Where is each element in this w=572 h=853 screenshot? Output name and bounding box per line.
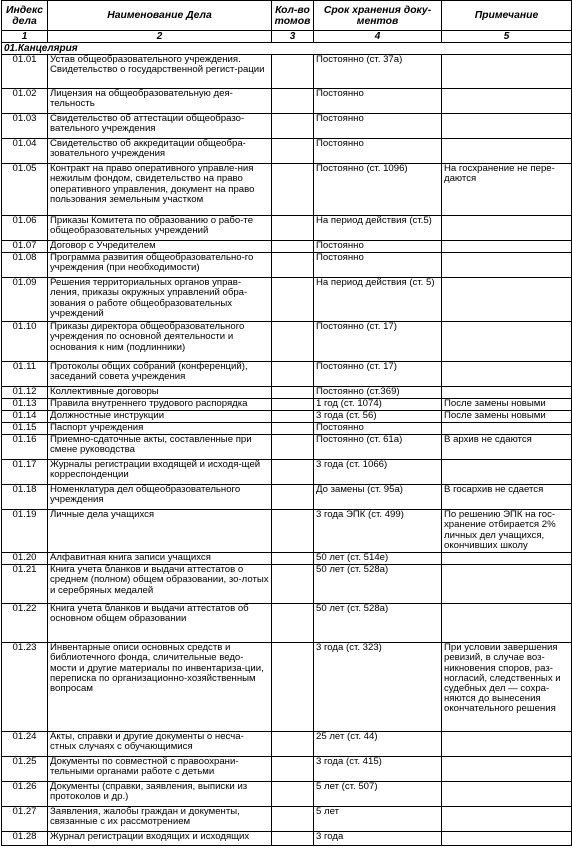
row-retention-term: Постоянно (ст. 17) xyxy=(314,322,442,362)
row-retention-term: 5 лет (ст. 507) xyxy=(314,782,442,807)
table-row xyxy=(2,362,572,387)
row-retention-term: 3 года (ст. 1066) xyxy=(314,460,442,485)
row-name: Договор с Учредителем xyxy=(48,241,272,253)
table-row xyxy=(2,89,572,114)
row-note: После замены новыми xyxy=(442,399,572,411)
row-index: 01.28 xyxy=(2,832,48,846)
row-index: 01.27 xyxy=(2,807,48,832)
table-row xyxy=(2,732,572,757)
row-index: 01.25 xyxy=(2,757,48,782)
row-volume-count xyxy=(272,553,314,565)
row-name: Лицензия на общеобразовательную дея-тельность xyxy=(48,89,272,114)
row-index: 01.14 xyxy=(2,411,48,423)
row-note xyxy=(442,55,572,89)
row-volume-count xyxy=(272,460,314,485)
row-retention-term: Постоянно xyxy=(314,139,442,164)
row-volume-count xyxy=(272,510,314,553)
row-note xyxy=(442,387,572,399)
row-index: 01.08 xyxy=(2,253,48,278)
row-volume-count xyxy=(272,565,314,604)
row-name: Свидетельство об аттестации общеобразо-вательного учреждения xyxy=(48,114,272,139)
row-index: 01.23 xyxy=(2,643,48,732)
table-row xyxy=(2,139,572,164)
row-volume-count xyxy=(272,241,314,253)
row-retention-term: Постоянно xyxy=(314,89,442,114)
table-row xyxy=(2,411,572,423)
table-row xyxy=(2,435,572,460)
row-retention-term: Постоянно (ст. 61а) xyxy=(314,435,442,460)
row-retention-term: На период действия (ст.5) xyxy=(314,216,442,241)
row-note xyxy=(442,278,572,322)
row-note xyxy=(442,460,572,485)
column-number: 3 xyxy=(272,31,314,43)
row-name: Журналы регистрации входящей и исходя-щей корреспонденции xyxy=(48,460,272,485)
row-note xyxy=(442,423,572,435)
row-index: 01.10 xyxy=(2,322,48,362)
row-index: 01.18 xyxy=(2,485,48,510)
row-name: Документы (справки, заявления, выписки из протоколов и др.) xyxy=(48,782,272,807)
header-row xyxy=(2,1,572,31)
header-note: Примечание xyxy=(442,1,572,31)
row-name: Протоколы общих собраний (конференций), заседаний совета учреждения xyxy=(48,362,272,387)
row-volume-count xyxy=(272,322,314,362)
row-retention-term: До замены (ст. 95а) xyxy=(314,485,442,510)
column-number-row xyxy=(2,31,572,43)
row-volume-count xyxy=(272,832,314,846)
row-note: На госхранение не пере-даются xyxy=(442,164,572,216)
row-volume-count xyxy=(272,253,314,278)
row-retention-term: 50 лет (ст. 528а) xyxy=(314,565,442,604)
row-volume-count xyxy=(272,782,314,807)
row-volume-count xyxy=(272,423,314,435)
row-volume-count xyxy=(272,485,314,510)
table-row xyxy=(2,322,572,362)
column-number: 4 xyxy=(314,31,442,43)
row-volume-count xyxy=(272,807,314,832)
row-name: Паспорт учреждения xyxy=(48,423,272,435)
row-index: 01.05 xyxy=(2,164,48,216)
header-term: Срок хранения доку-ментов xyxy=(314,1,442,31)
row-retention-term: 3 года (ст. 323) xyxy=(314,643,442,732)
header-index: Индекс дела xyxy=(2,1,48,31)
row-name: Приказы директора общеобразовательного учреждения по основной деятельности и основания к ним (подлинники) xyxy=(48,322,272,362)
table-row xyxy=(2,553,572,565)
row-note xyxy=(442,114,572,139)
table-row xyxy=(2,114,572,139)
row-volume-count xyxy=(272,643,314,732)
row-volume-count xyxy=(272,399,314,411)
section-row xyxy=(2,43,572,55)
row-volume-count xyxy=(272,411,314,423)
table-row xyxy=(2,757,572,782)
table-row xyxy=(2,216,572,241)
row-note xyxy=(442,362,572,387)
row-index: 01.22 xyxy=(2,604,48,643)
row-index: 01.16 xyxy=(2,435,48,460)
row-name: Программа развития общеобразовательно-го учреждения (при необходимости) xyxy=(48,253,272,278)
row-volume-count xyxy=(272,216,314,241)
row-name: Инвентарные описи основных средств и библиотечного фонда, сличительные ведо-мости и другие материалы по инвентариза-ции, переписка по организационно-хозяйственным вопросам xyxy=(48,643,272,732)
row-retention-term: Постоянно (ст.369) xyxy=(314,387,442,399)
row-note xyxy=(442,565,572,604)
row-name: Решения территориальных органов управ-ления, приказы окружных управлений обра-зования о работе общеобразовательных учреждений xyxy=(48,278,272,322)
row-retention-term: 3 года ЭПК (ст. 499) xyxy=(314,510,442,553)
column-number: 2 xyxy=(48,31,272,43)
row-volume-count xyxy=(272,362,314,387)
row-index: 01.02 xyxy=(2,89,48,114)
row-note xyxy=(442,732,572,757)
row-note: В архив не сдаются xyxy=(442,435,572,460)
row-retention-term: 50 лет (ст. 528а) xyxy=(314,604,442,643)
row-retention-term: Постоянно (ст. 17) xyxy=(314,362,442,387)
row-note xyxy=(442,604,572,643)
row-note xyxy=(442,322,572,362)
row-name: Книга учета бланков и выдачи аттестатов о среднем (полном) общем образовании, зо-лотых и серебряных медалей xyxy=(48,565,272,604)
table-row xyxy=(2,485,572,510)
row-index: 01.17 xyxy=(2,460,48,485)
row-retention-term: 1 год (ст. 1074) xyxy=(314,399,442,411)
row-note xyxy=(442,553,572,565)
row-volume-count xyxy=(272,732,314,757)
row-volume-count xyxy=(272,278,314,322)
row-name: Акты, справки и другие документы о несча-стных случаях с обучающимися xyxy=(48,732,272,757)
row-volume-count xyxy=(272,114,314,139)
row-index: 01.06 xyxy=(2,216,48,241)
row-index: 01.11 xyxy=(2,362,48,387)
row-index: 01.20 xyxy=(2,553,48,565)
table-row xyxy=(2,510,572,553)
row-index: 01.03 xyxy=(2,114,48,139)
records-nomenclature-table xyxy=(1,0,572,846)
row-index: 01.21 xyxy=(2,565,48,604)
row-name: Личные дела учащихся xyxy=(48,510,272,553)
row-note xyxy=(442,216,572,241)
row-index: 01.07 xyxy=(2,241,48,253)
row-name: Коллективные договоры xyxy=(48,387,272,399)
row-volume-count xyxy=(272,604,314,643)
table-row xyxy=(2,278,572,322)
row-name: Книга учета бланков и выдачи аттестатов об основном общем образовании xyxy=(48,604,272,643)
table-row xyxy=(2,164,572,216)
section-title: 01.Канцелярия xyxy=(2,43,572,55)
row-retention-term: Постоянно xyxy=(314,253,442,278)
table-row xyxy=(2,55,572,89)
header-name: Наименование Дела xyxy=(48,1,272,31)
row-name: Должностные инструкции xyxy=(48,411,272,423)
table-row xyxy=(2,460,572,485)
row-name: Свидетельство об аккредитации общеобра-зовательного учреждения xyxy=(48,139,272,164)
row-retention-term: Постоянно (ст. 37а) xyxy=(314,55,442,89)
row-note: По решению ЭПК на гос-хранение отбирается 2% личных дел учащихся, окончивших школу xyxy=(442,510,572,553)
row-index: 01.12 xyxy=(2,387,48,399)
row-index: 01.04 xyxy=(2,139,48,164)
column-number: 1 xyxy=(2,31,48,43)
table-row xyxy=(2,604,572,643)
row-index: 01.24 xyxy=(2,732,48,757)
row-retention-term: 3 года (ст. 415) xyxy=(314,757,442,782)
row-retention-term: На период действия (ст. 5) xyxy=(314,278,442,322)
row-retention-term: 3 года xyxy=(314,832,442,846)
row-name: Устав общеобразовательного учреждения. Свидетельство о государственной регист-рации xyxy=(48,55,272,89)
row-volume-count xyxy=(272,164,314,216)
table-row xyxy=(2,253,572,278)
row-index: 01.15 xyxy=(2,423,48,435)
table-row xyxy=(2,565,572,604)
row-retention-term: Постоянно xyxy=(314,423,442,435)
row-note xyxy=(442,757,572,782)
row-note xyxy=(442,89,572,114)
table-row xyxy=(2,399,572,411)
row-name: Номенклатура дел общеобразовательного учреждения xyxy=(48,485,272,510)
row-index: 01.13 xyxy=(2,399,48,411)
row-retention-term: Постоянно xyxy=(314,114,442,139)
row-index: 01.19 xyxy=(2,510,48,553)
row-index: 01.26 xyxy=(2,782,48,807)
table-row xyxy=(2,807,572,832)
row-name: Алфавитная книга записи учащихся xyxy=(48,553,272,565)
table-row xyxy=(2,643,572,732)
row-note xyxy=(442,139,572,164)
row-note xyxy=(442,241,572,253)
row-volume-count xyxy=(272,139,314,164)
row-name: Журнал регистрации входящих и исходящих xyxy=(48,832,272,846)
row-note xyxy=(442,807,572,832)
row-name: Документы по совместной с правоохрани-тельными органами работе с детьми xyxy=(48,757,272,782)
row-note: После замены новыми xyxy=(442,411,572,423)
row-retention-term: 25 лет (ст. 44) xyxy=(314,732,442,757)
row-name: Контракт на право оперативного управле-ния нежилым фондом, свидетельство на право оперативного управления, документ на право пользования земельным участком xyxy=(48,164,272,216)
row-note: При условии завершения ревизий, в случае воз-никновения споров, раз-ногласий, следственных и судебных дел — сохра-няются до вынесения окончательного решения xyxy=(442,643,572,732)
row-volume-count xyxy=(272,89,314,114)
row-note: В госархив не сдается xyxy=(442,485,572,510)
row-volume-count xyxy=(272,435,314,460)
table-row xyxy=(2,832,572,846)
row-retention-term: 50 лет (ст. 514е) xyxy=(314,553,442,565)
row-index: 01.09 xyxy=(2,278,48,322)
table-row xyxy=(2,782,572,807)
row-name: Заявления, жалобы граждан и документы, связанные с их рассмотрением xyxy=(48,807,272,832)
row-note xyxy=(442,832,572,846)
row-volume-count xyxy=(272,757,314,782)
row-retention-term: 5 лет xyxy=(314,807,442,832)
row-retention-term: Постоянно (ст. 1096) xyxy=(314,164,442,216)
table-row xyxy=(2,423,572,435)
row-note xyxy=(442,253,572,278)
column-number: 5 xyxy=(442,31,572,43)
table-row xyxy=(2,387,572,399)
row-name: Приказы Комитета по образованию о рабо-те общеобразовательных учреждений xyxy=(48,216,272,241)
header-count: Кол-во томов xyxy=(272,1,314,31)
row-retention-term: Постоянно xyxy=(314,241,442,253)
row-note xyxy=(442,782,572,807)
row-name: Приемно-сдаточные акты, составленные при смене руководства xyxy=(48,435,272,460)
row-volume-count xyxy=(272,387,314,399)
row-retention-term: 3 года (ст. 56) xyxy=(314,411,442,423)
table-row xyxy=(2,241,572,253)
row-name: Правила внутреннего трудового распорядка xyxy=(48,399,272,411)
row-index: 01.01 xyxy=(2,55,48,89)
row-volume-count xyxy=(272,55,314,89)
